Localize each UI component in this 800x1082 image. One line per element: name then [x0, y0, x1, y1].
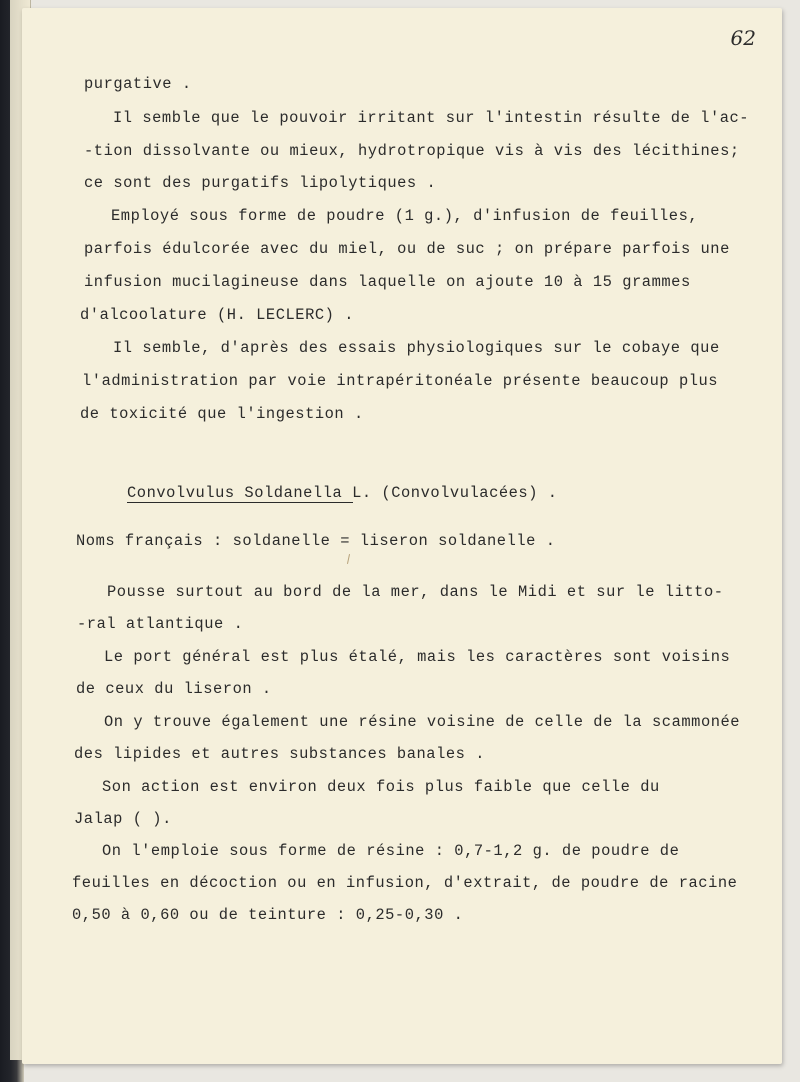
text-line: Le port général est plus étalé, mais les caractères sont voisins [104, 648, 731, 666]
text-line: Il semble, d'après des essais physiologiques sur le cobaye que [113, 339, 720, 357]
text-line: purgative . [84, 75, 192, 93]
text-line: -tion dissolvante ou mieux, hydrotropique vis à vis des lécithines; [84, 142, 740, 160]
heading-underline [127, 502, 353, 503]
text-line: d'alcoolature (H. LECLERC) . [80, 306, 355, 324]
text-line: feuilles en décoction ou en infusion, d'extrait, de poudre de racine [72, 874, 738, 892]
text-line: Noms français : soldanelle = liseron soldanelle . [76, 532, 556, 550]
text-line: Employé sous forme de poudre (1 g.), d'infusion de feuilles, [111, 207, 699, 225]
document-page [22, 8, 782, 1064]
text-line: On y trouve également une résine voisine de celle de la scammonée [104, 713, 741, 731]
text-line: de toxicité que l'ingestion . [80, 405, 364, 423]
section-heading: Convolvulus Soldanella L. (Convolvulacées) . [127, 484, 558, 502]
text-line: On l'emploie sous forme de résine : 0,7-1,2 g. de poudre de [102, 842, 680, 860]
text-line: -ral atlantique . [77, 615, 244, 633]
text-line: de ceux du liseron . [76, 680, 272, 698]
page-number: 62 [730, 26, 756, 50]
pencil-mark [347, 554, 350, 564]
text-line: parfois édulcorée avec du miel, ou de suc ; on prépare parfois une [84, 240, 730, 258]
text-line: Il semble que le pouvoir irritant sur l'intestin résulte de l'ac- [113, 109, 750, 127]
text-line: Son action est environ deux fois plus faible que celle du [102, 778, 660, 796]
text-line: infusion mucilagineuse dans laquelle on ajoute 10 à 15 grammes [84, 273, 691, 291]
text-line: Jalap ( ). [74, 810, 172, 828]
text-line: 0,50 à 0,60 ou de teinture : 0,25-0,30 . [72, 906, 464, 924]
text-line: l'administration par voie intrapéritonéale présente beaucoup plus [82, 372, 719, 390]
text-line: des lipides et autres substances banales . [74, 745, 486, 763]
text-line: Pousse surtout au bord de la mer, dans le Midi et sur le litto- [107, 583, 724, 601]
text-line: ce sont des purgatifs lipolytiques . [84, 174, 437, 192]
